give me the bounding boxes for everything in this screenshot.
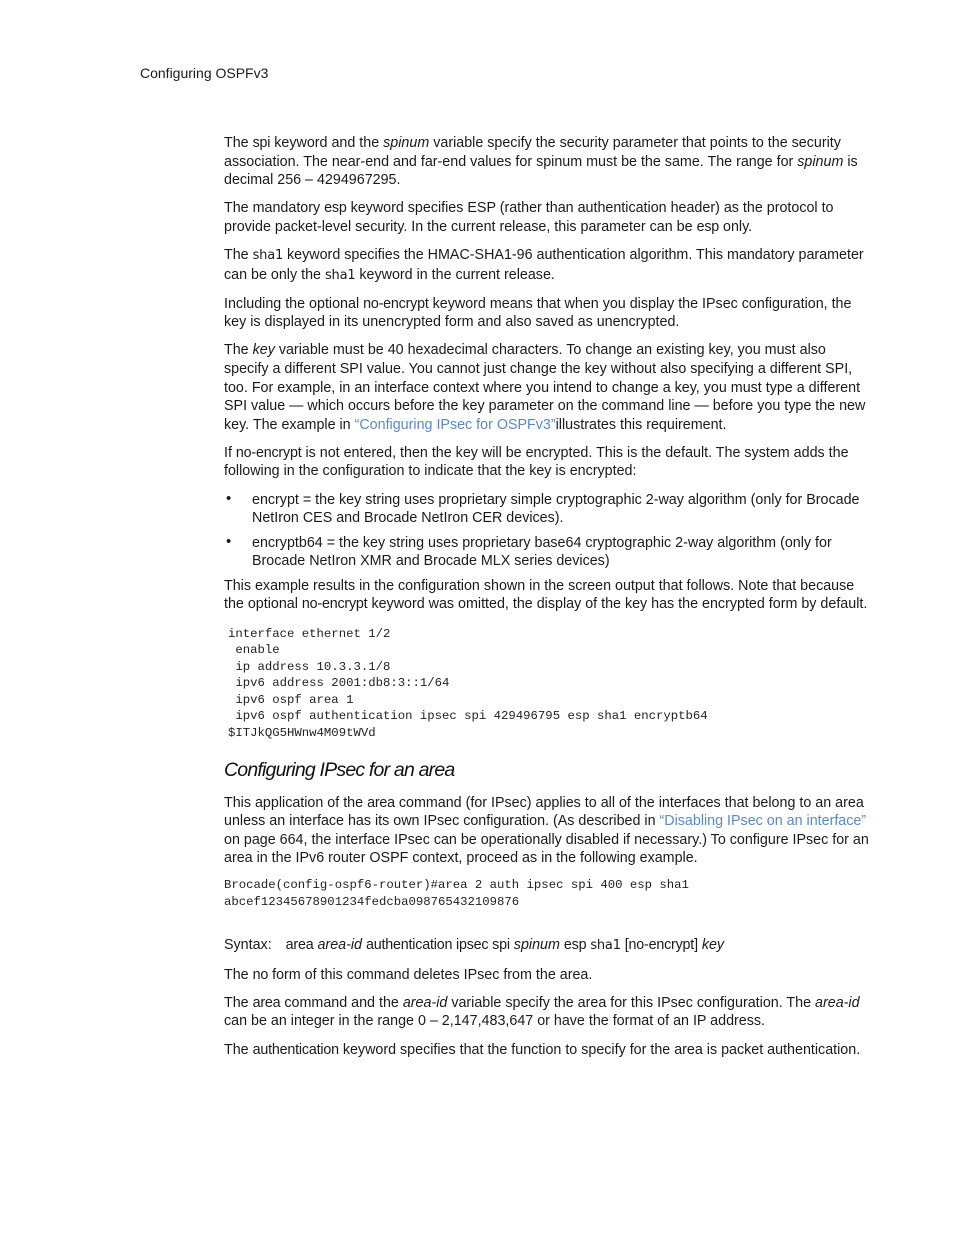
paragraph-no-form (224, 966, 870, 985)
text: is not entered, then the key will be encrypted. This is the default. The system adds the following in the configuration to indicate that the key is encrypted: (224, 444, 849, 480)
link-disabling-ipsec[interactable]: “Disabling IPsec on an interface” (659, 813, 867, 830)
paragraph-sha1 (224, 246, 870, 285)
keyword-no: no (252, 966, 269, 983)
text: keyword means that when you display the IPsec configuration, the key is displayed in its unencrypted form and also saved as unencrypted. (224, 295, 852, 331)
list-item-text: encryptb64 = the key string uses proprietary base64 cryptographic 2-way algorithm (only for Brocade NetIron XMR and Brocade MLX series devices) (252, 534, 832, 570)
syntax-keyword: [no-encrypt] (624, 937, 698, 954)
text: This application of the (224, 794, 368, 811)
keyword-sha1: sha1 (252, 247, 284, 263)
text: The mandatory (224, 200, 325, 217)
text: variable specify the area for this IPsec configuration. The (447, 994, 816, 1011)
text: If (224, 444, 236, 461)
list-item (224, 534, 870, 571)
text: The (224, 246, 253, 263)
text: illustrates this requirement. (555, 416, 727, 433)
keyword-spi: spi (252, 135, 271, 151)
keyword-no-encrypt: no-encrypt (301, 596, 368, 613)
text: The (224, 342, 253, 359)
syntax-variable: area-id (317, 937, 362, 954)
code-block-interface-config: interface ethernet 1/2 enable ip address 10.3.3.1/8 ipv6 address 2001:db8:3::1/64 ipv6 ospf area 1 ipv6 ospf authentication ipsec spi 429496795 esp sha1 encryptb64 $ITJkQG5HWnw4M09tWVd (228, 627, 708, 740)
link-configuring-ipsec-ospfv3[interactable]: “Configuring IPsec for OSPFv3” (354, 416, 556, 433)
bullet-icon: • (226, 489, 232, 507)
text: variable specify the security parameter that points to the security association. The near-end and far-end values for spinum must be the same. The range for (224, 135, 841, 170)
paragraph-area-id (224, 994, 870, 1031)
syntax-keyword: sha1 (590, 938, 621, 954)
keyword-area: area (252, 994, 281, 1011)
text: keyword specifies ESP (rather than authentication header) as the protocol to provide packet-level security. In the current release, this parameter can be (224, 200, 834, 235)
text: keyword specifies that the function to specify for the area is packet authentication. (338, 1041, 861, 1058)
running-header: Configuring OSPFv3 (140, 65, 269, 81)
syntax-label: Syntax: (224, 937, 272, 954)
text: only. (719, 218, 753, 235)
text: form of this command deletes IPsec from the area. (268, 966, 593, 983)
variable-key: key (252, 342, 275, 359)
text: on page 664, the interface IPsec can be operationally disabled if necessary.) To configure IPsec for an area in the IPv6 router OSPF context, proceed as in the following example. (224, 831, 869, 867)
text: The (224, 966, 253, 983)
text: command (for IPsec) applies to all of the interfaces that belong to an area unless an interface has its own IPsec configuration. (As described in (224, 794, 864, 830)
text: The (224, 1041, 253, 1058)
keyword-authentication: authentication (252, 1041, 339, 1058)
text: The (224, 994, 253, 1011)
section-heading: Configuring IPsec for an area (224, 758, 455, 781)
keyword-no-encrypt: no-encrypt (363, 295, 429, 312)
variable-spinum: spinum (383, 135, 430, 151)
paragraph-default-encrypt (224, 444, 870, 481)
keyword-esp: esp (696, 218, 720, 235)
paragraph-key (224, 341, 870, 434)
text: The (224, 135, 253, 151)
keyword-esp: esp (324, 200, 347, 217)
text: keyword was omitted, the display of the key has the encrypted form by default. (367, 596, 868, 613)
text: variable must be 40 hexadecimal characters. To change an existing key, you must also specify a different SPI value. You cannot just change the key without also specifying a different SPI, too. For example, in an interface context where you intend to change a key, you must type a different SPI value — which occurs before the key parameter on the command line — before you type the new key. The example in (224, 342, 866, 433)
text: command and the (280, 994, 403, 1011)
text: can be an integer in the range 0 – 2,147,483,647 or have the format of an IP address. (224, 1013, 766, 1030)
keyword-sha1: sha1 (324, 267, 356, 283)
text: Including the optional (224, 295, 364, 312)
paragraph-spi (224, 134, 870, 190)
text: keyword specifies the HMAC-SHA1-96 authentication algorithm. This mandatory parameter can be only the (224, 246, 864, 283)
text: This example results in the configuration shown in the screen output that follows. Note that because the optional (224, 577, 855, 613)
page-body (224, 134, 870, 1069)
paragraph-example-result (224, 577, 870, 614)
syntax-keyword: esp (563, 937, 587, 954)
syntax-variable: key (701, 937, 725, 954)
syntax-keyword: area (285, 937, 314, 954)
variable-area-id: area-id (815, 994, 860, 1011)
bullet-list (224, 491, 870, 571)
syntax-keyword: authentication ipsec spi (365, 937, 510, 954)
bullet-icon: • (226, 532, 232, 550)
keyword-no-encrypt: no-encrypt (235, 444, 302, 461)
code-block-area-example: Brocade(config-ospf6-router)#area 2 auth ipsec spi 400 esp sha1 abcef12345678901234fedcba098765432109876 (224, 878, 689, 909)
paragraph-no-encrypt (224, 295, 870, 332)
text: keyword in the current release. (355, 266, 555, 283)
list-item (224, 491, 870, 528)
paragraph-esp (224, 199, 870, 236)
paragraph-authentication (224, 1041, 870, 1060)
text: is decimal 256 – 4294967295. (224, 153, 858, 189)
variable-area-id: area-id (402, 994, 448, 1011)
keyword-area: area (367, 794, 395, 811)
syntax-variable: spinum (513, 937, 560, 954)
paragraph-area-intro (224, 794, 870, 868)
list-item-text: encrypt = the key string uses proprietary simple cryptographic 2-way algorithm (only for Brocade NetIron CES and Brocade NetIron CER devices). (252, 491, 860, 527)
text: keyword and the (270, 135, 384, 151)
syntax-line (224, 936, 870, 956)
variable-spinum: spinum (797, 153, 844, 170)
